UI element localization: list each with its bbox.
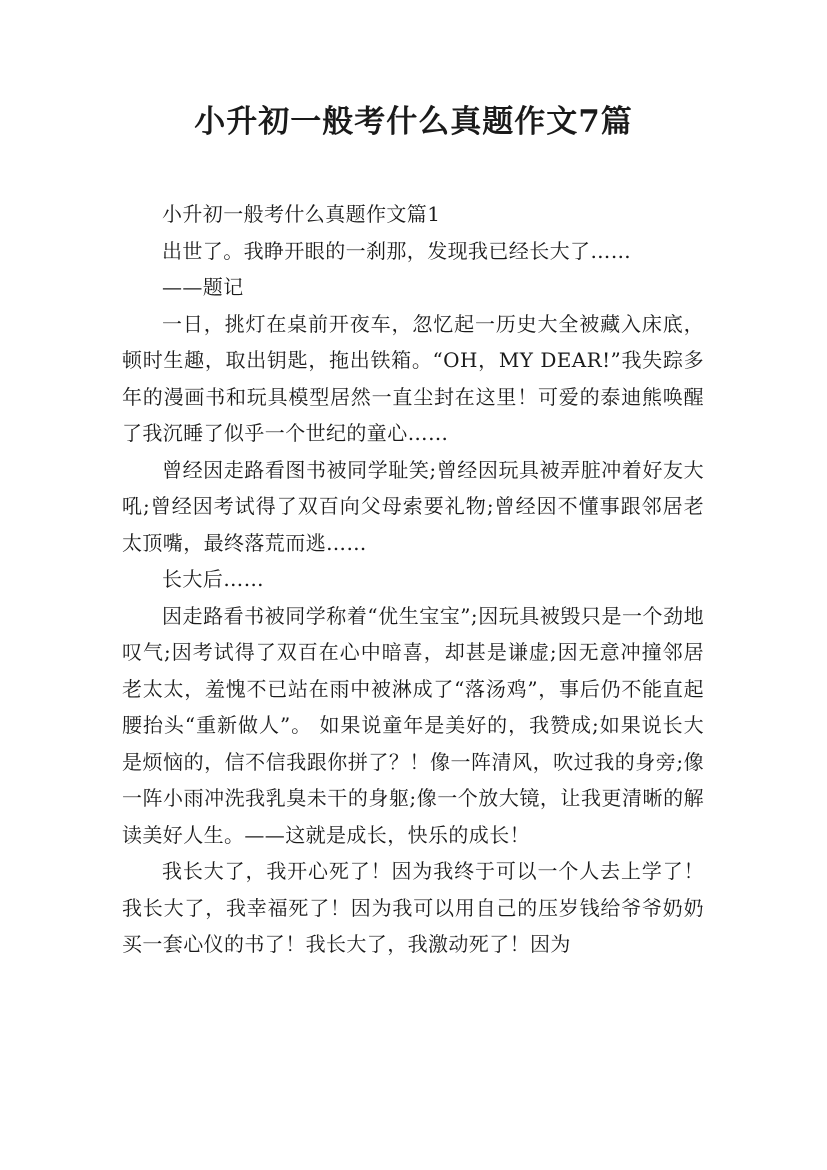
paragraph: 长大后…… [162, 567, 264, 591]
paragraph: 我长大了，我开心死了！因为我终于可以一个人去上学了！我长大了，我幸福死了！因为我可以用自己的压岁钱给爷爷奶奶买一套心仪的书了！我长大了，我激动死了！因为 [122, 859, 704, 956]
paragraph: 小升初一般考什么真题作文篇1 [162, 202, 441, 226]
paragraph: 出世了。我睁开眼的一刹那，发现我已经长大了…… [162, 238, 632, 263]
paragraph: 一日，挑灯在桌前开夜车，忽忆起一历史大全被藏入床底，顿时生趣，取出钥匙，拖出铁箱。“OH，MY DEAR!”我失踪多年的漫画书和玩具模型居然一直尘封在这里！可爱的泰迪熊唤醒了我沉睡了似乎一个世纪的童心…… [122, 311, 704, 445]
document-title: 小升初一般考什么真题作文7篇 [194, 104, 633, 140]
paragraph: ——题记 [162, 275, 244, 299]
paragraph: 曾经因走路看图书被同学耻笑;曾经因玩具被弄脏冲着好友大吼;曾经因考试得了双百向父母索要礼物;曾经因不懂事跟邻居老太顶嘴，最终落荒而逃…… [122, 457, 704, 555]
document-body [122, 196, 704, 963]
paragraph: 因走路看书被同学称着“优生宝宝”;因玩具被毁只是一个劲地叹气;因考试得了双百在心中暗喜，却甚是谦虚;因无意冲撞邻居老太太，羞愧不已站在雨中被淋成了“落汤鸡”，事后仍不能直起腰抬头“重新做人”。 如果说童年是美好的，我赞成;如果说长大是烦恼的，信不信我跟你拼了？！像一阵清风，吹过我的身旁;像一阵小雨冲洗我乳臭未干的身躯;像一个放大镜，让我更清晰的解读美好人生。——这就是成长，快乐的成长！ [122, 603, 704, 847]
